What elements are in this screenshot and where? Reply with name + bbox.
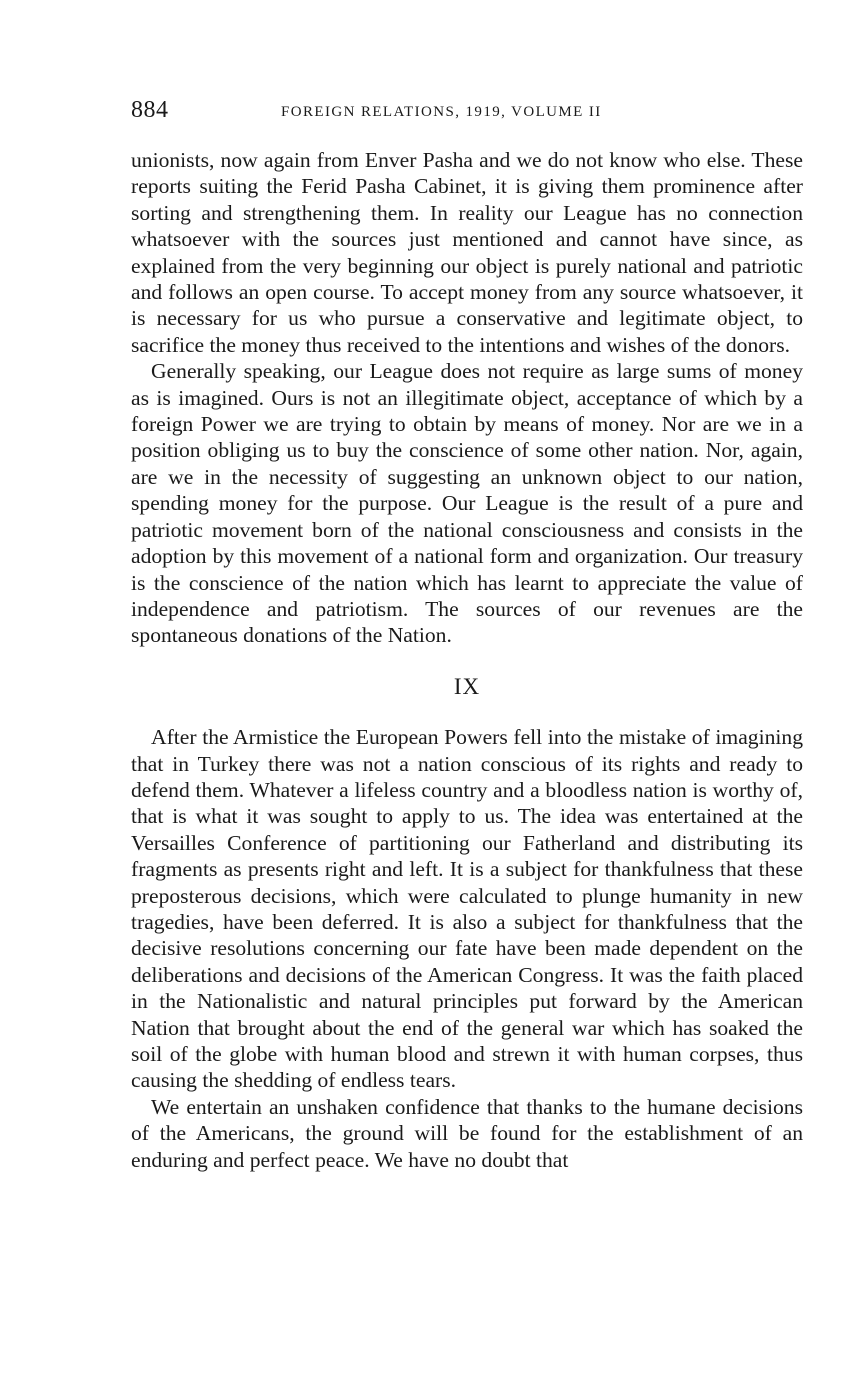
body-text bbox=[131, 147, 803, 1173]
running-head-title: FOREIGN RELATIONS, 1919, VOLUME II bbox=[281, 104, 602, 120]
paragraph: After the Armistice the European Powers fell into the mistake of imagining that in Turkey there was not a nation conscious of its rights and ready to defend them. Whatever a lifeless country and a bloodless nation is worthy of, that is what it was sought to apply to us. The idea was entertained at the Versailles Conference of partitioning our Fatherland and distributing its fragments as presents right and left. It is a subject for thankfulness that these preposterous decisions, which were calculated to plunge humanity in new tragedies, have been deferred. It is also a subject for thankfulness that the decisive resolutions concerning our fate have been made dependent on the deliberations and decisions of the American Congress. It was the faith placed in the Nationalistic and natural principles put forward by the American Nation that brought about the end of the general war which has soaked the soil of the globe with human blood and strewn it with human corpses, thus causing the shedding of endless tears. bbox=[131, 725, 803, 1093]
paragraph-continued: unionists, now again from Enver Pasha and we do not know who else. These reports suiting the Ferid Pasha Cabinet, it is giving them prominence after sorting and strengthening them. In reality our League has no connection whatsoever with the sources just mentioned and cannot have since, as explained from the very beginning our object is purely national and patriotic and follows an open course. To accept money from any source whatsoever, it is necessary for us who pursue a conservative and legitimate object, to sacrifice the money thus received to the intentions and wishes of the donors. bbox=[131, 148, 803, 357]
page-number: 884 bbox=[131, 97, 169, 123]
section-heading: IX bbox=[453, 673, 481, 699]
paragraph: Generally speaking, our League does not require as large sums of money as is imagined. Ours is not an illegitimate object, acceptance of which by a foreign Power we are trying to obtain by means of money. Nor are we in a position obliging us to buy the conscience of some other nation. Nor, again, are we in the necessity of suggesting an unknown object to our nation, spending money for the purpose. Our League is the result of a pure and patriotic movement born of the national consciousness and consists in the adoption by this movement of a national form and organization. Our treasury is the conscience of the nation which has learnt to appreciate the value of independence and patriotism. The sources of our revenues are the spontaneous donations of the Nation. bbox=[131, 359, 803, 648]
paragraph: We entertain an unshaken confidence that thanks to the humane decisions of the Americans, the ground will be found for the establishment of an enduring and perfect peace. We have no doubt that bbox=[131, 1094, 803, 1172]
running-head bbox=[131, 97, 803, 127]
